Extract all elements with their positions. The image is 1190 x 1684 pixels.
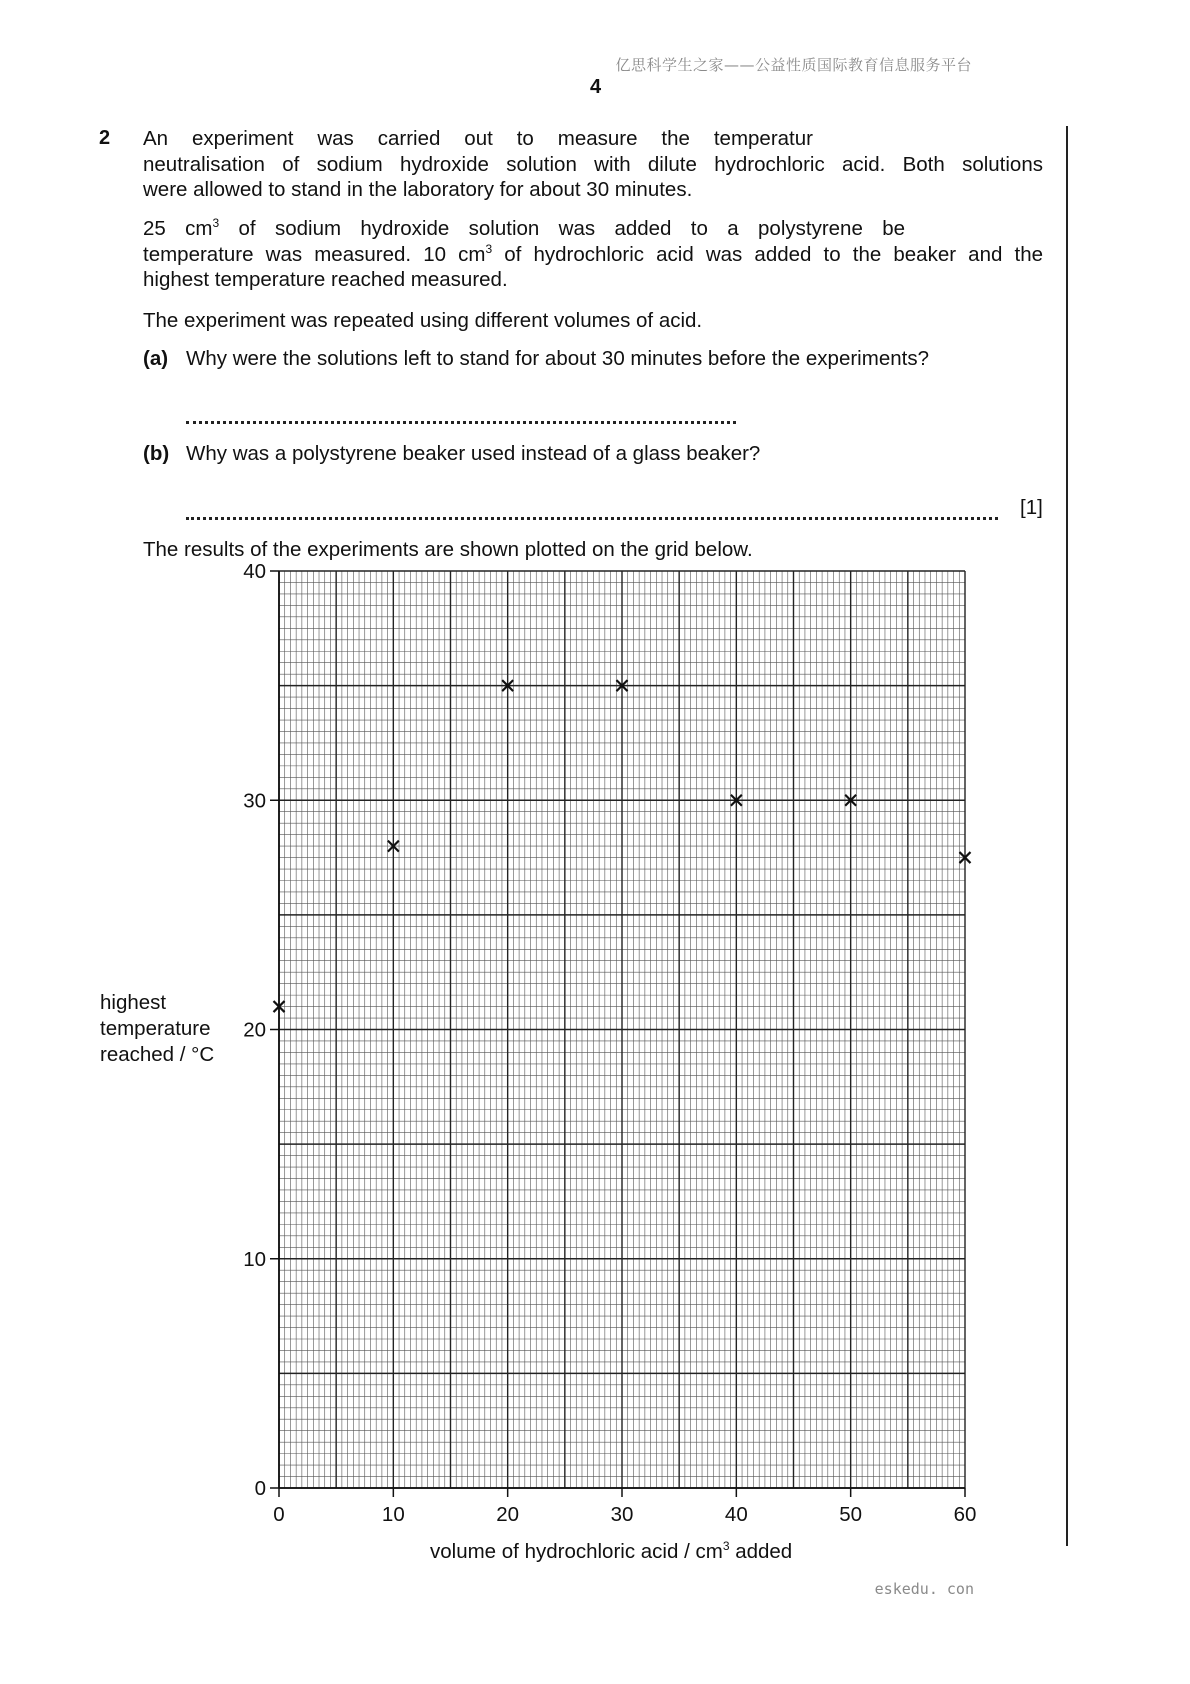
x-tick-label: 20 (496, 1503, 520, 1526)
footer-watermark: eskedu. con (874, 1580, 974, 1598)
para2-l1-sup: 3 (212, 216, 220, 230)
x-axis-label (430, 1540, 792, 1564)
y-tick-label: 20 (243, 1018, 266, 1042)
y-axis-label-line-3: reached / °C (100, 1043, 215, 1066)
y-tick-label: 10 (243, 1247, 266, 1271)
para2-l2-b: of hydrochloric acid was added to the beaker and the (492, 242, 1043, 266)
x-tick-label: 0 (273, 1503, 285, 1526)
part-b-text: Why was a polystyrene beaker used instead of a glass beaker? (186, 442, 761, 465)
y-axis-label-line-2: temperature (100, 1017, 211, 1040)
para2-l1-b: of sodium hydroxide solution was added to a polystyrene be (219, 217, 905, 240)
x-axis-label-b: added (729, 1540, 793, 1563)
results-text: The results of the experiments are shown plotted on the grid below. (143, 538, 753, 561)
question-para-3: The experiment was repeated using different volumes of acid. (143, 309, 703, 332)
x-tick-label: 60 (953, 1503, 977, 1526)
x-tick-label: 40 (724, 1503, 748, 1526)
x-tick-label: 30 (610, 1503, 634, 1526)
part-a-label: (a) (143, 347, 169, 370)
y-axis-label-line-1: highest (100, 991, 167, 1014)
header-watermark: 亿思科学生之家——公益性质国际教育信息服务平台 (615, 56, 972, 74)
y-tick-label: 0 (254, 1477, 266, 1500)
page-number: 4 (590, 76, 602, 98)
part-b-label: (b) (143, 442, 170, 465)
mark-allocation: [1] (1020, 496, 1043, 519)
part-a-text: Why were the solutions left to stand for about 30 minutes before the experiments? (186, 347, 929, 370)
question-number: 2 (99, 127, 111, 149)
intro-line-1: An experiment was carried out to measure the temperatur (143, 127, 813, 150)
y-tick-label: 40 (243, 560, 266, 583)
para2-l2-sup: 3 (485, 241, 493, 256)
para2-line-3: highest temperature reached measured. (143, 268, 508, 291)
x-tick-label: 10 (381, 1503, 405, 1526)
intro-line-3: were allowed to stand in the laboratory for about 30 minutes. (143, 178, 693, 201)
y-tick-label: 30 (243, 789, 266, 813)
y-axis-label (100, 990, 214, 1068)
x-axis-label-a: volume of hydrochloric acid / cm (430, 1540, 723, 1563)
para2-l2-a: temperature was measured. 10 cm (143, 242, 486, 266)
x-axis-label-sup: 3 (722, 1539, 730, 1553)
x-tick-label: 50 (839, 1503, 863, 1526)
intro-line-2: neutralisation of sodium hydroxide solution with dilute hydrochloric acid. Both solutions (143, 152, 1043, 176)
para2-l1-a: 25 cm (143, 217, 213, 240)
